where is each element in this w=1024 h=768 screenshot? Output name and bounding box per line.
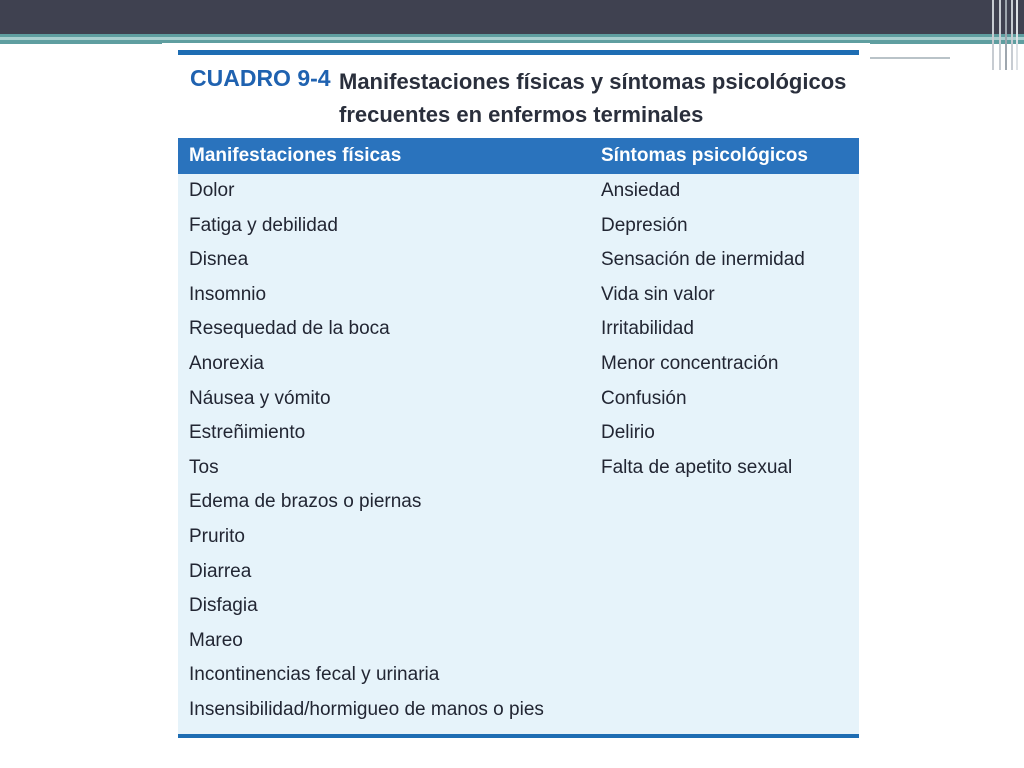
psychological-item: Ansiedad bbox=[601, 180, 681, 201]
psychological-item: Menor concentración bbox=[601, 352, 779, 374]
slide-top-bar bbox=[0, 0, 1024, 34]
psychological-item: Confusión bbox=[601, 387, 687, 409]
physical-item: Insomnio bbox=[189, 283, 267, 305]
physical-item: Prurito bbox=[189, 525, 245, 547]
header-psychological: Síntomas psicológicos bbox=[601, 145, 808, 166]
document-table-figure bbox=[162, 43, 870, 743]
caption-top-rule bbox=[178, 50, 859, 55]
caption-title-line-1: Manifestaciones físicas y síntomas psicológicos bbox=[339, 69, 847, 94]
header-physical: Manifestaciones físicas bbox=[189, 145, 402, 166]
caption-title-line-2: frecuentes en enfermos terminales bbox=[339, 102, 704, 127]
slide-rule bbox=[870, 57, 950, 59]
physical-item: Resequedad de la boca bbox=[189, 318, 390, 340]
psychological-item: Vida sin valor bbox=[601, 283, 715, 305]
physical-item: Tos bbox=[189, 456, 219, 478]
physical-column bbox=[189, 174, 589, 728]
physical-item: Estreñimiento bbox=[189, 422, 306, 444]
physical-item: Disnea bbox=[189, 249, 249, 271]
caption-title bbox=[339, 65, 859, 131]
psychological-item: Irritabilidad bbox=[601, 318, 694, 340]
slide-corner-lines bbox=[992, 0, 1018, 70]
physical-item: Dolor bbox=[189, 180, 235, 201]
psychological-item: Falta de apetito sexual bbox=[601, 456, 793, 478]
psychological-item: Delirio bbox=[601, 422, 655, 444]
caption-number: CUADRO 9-4 bbox=[190, 65, 331, 91]
physical-item: Edema de brazos o piernas bbox=[189, 491, 422, 513]
physical-item: Incontinencias fecal y urinaria bbox=[189, 664, 440, 686]
psychological-column bbox=[601, 174, 856, 485]
physical-item: Fatiga y debilidad bbox=[189, 214, 338, 236]
physical-item: Mareo bbox=[189, 629, 243, 651]
physical-item: Náusea y vómito bbox=[189, 387, 331, 409]
physical-item: Anorexia bbox=[189, 352, 264, 374]
symptoms-table bbox=[178, 138, 859, 738]
physical-item: Disfagia bbox=[189, 595, 258, 617]
physical-item: Insensibilidad/hormigueo de manos o pies bbox=[189, 698, 544, 720]
psychological-item: Depresión bbox=[601, 214, 688, 236]
physical-item: Diarrea bbox=[189, 560, 252, 582]
table-header-row bbox=[178, 138, 859, 174]
psychological-item: Sensación de inermidad bbox=[601, 249, 805, 271]
